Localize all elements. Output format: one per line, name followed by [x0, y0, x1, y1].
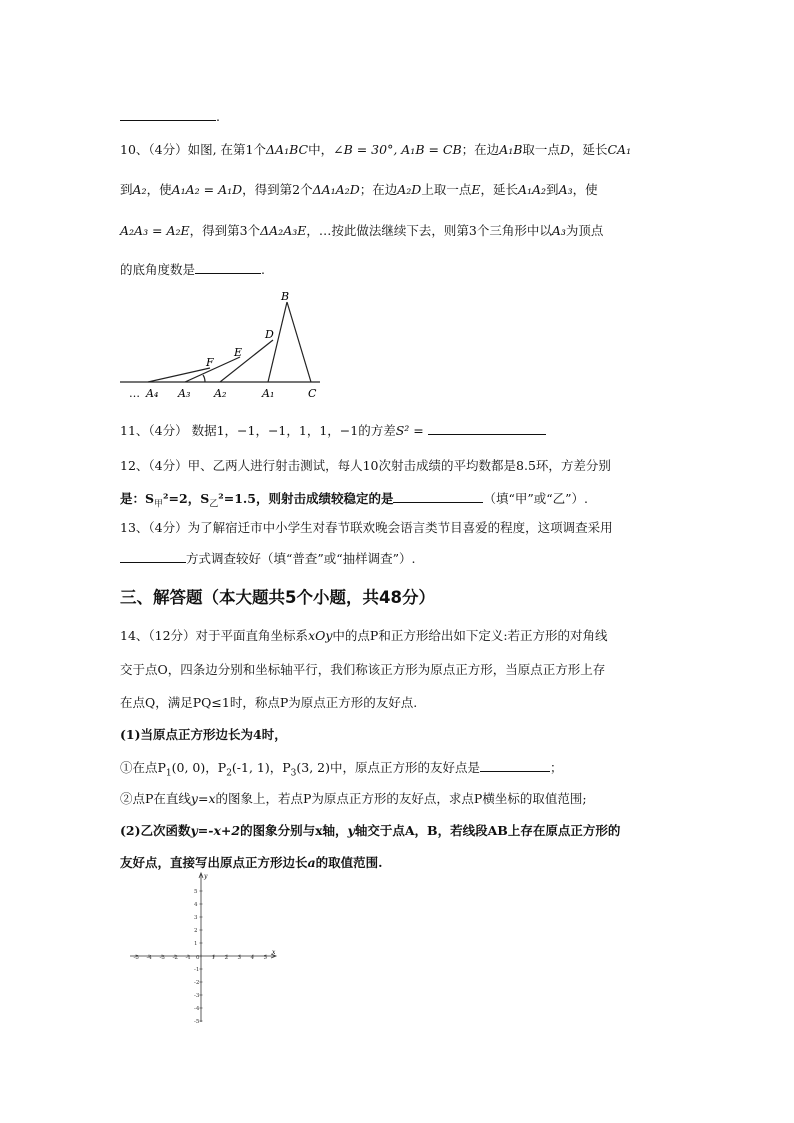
- q14-line-1: 14、（12分）对于平面直角坐标系xOy中的点P和正方形给出如下定义:若正方形的对角线: [120, 628, 608, 643]
- q11-line: 11、（4分） 数据1，−1，−1，1，1，−1的方差S² =: [120, 420, 546, 441]
- q14-line-2: 交于点O，四条边分别和坐标轴平行，我们称该正方形为原点正方形，当原点正方形上存: [120, 662, 606, 677]
- x-tick-label: -3: [159, 955, 165, 961]
- q14-line-7: (2)乙次函数y=-x+2的图象分别与x轴，y轴交于点A，B，若线段AB上存在原点正方形的: [120, 823, 621, 838]
- q13-line-2: 方式调查较好（填“普查”或“抽样调查”）.: [120, 548, 416, 569]
- q9-answer-line: .: [120, 106, 220, 127]
- x-tick-label: 5: [263, 955, 267, 961]
- q10-line-1: 10、（4分）如图, 在第1个ΔA₁BC中，∠B = 30°, A₁B = CB；在边A₁B取一点D，延长CA₁: [120, 142, 632, 157]
- x-tick-label: 4: [250, 955, 254, 961]
- x-tick-label: -5: [133, 955, 139, 961]
- label-A4: A₄: [146, 387, 159, 400]
- label-B: B: [281, 290, 290, 303]
- y-tick-label: 3: [194, 915, 198, 921]
- triangle-figure: [115, 288, 335, 408]
- y-tick-label: 4: [194, 902, 198, 908]
- y-tick-label: 1: [194, 941, 198, 947]
- label-A2: A₂: [214, 387, 227, 400]
- label-D: D: [265, 328, 274, 341]
- q12-line-1: 12、（4分）甲、乙两人进行射击测试，每人10次射击成绩的平均数都是8.5环，方差分别: [120, 458, 611, 473]
- angle-arc: [203, 375, 205, 382]
- answer-blank: [120, 106, 216, 121]
- y-axis-label: y: [204, 873, 208, 880]
- x-axis-label: x: [272, 949, 276, 956]
- x-tick-label: -1: [185, 955, 191, 961]
- label-E: E: [234, 346, 243, 359]
- label-C: C: [308, 387, 317, 400]
- answer-blank: [393, 488, 483, 503]
- side-a2d: [220, 340, 273, 382]
- x-tick-label: -2: [172, 955, 178, 961]
- q14-line-6: ②点P在直线y=x的图象上，若点P为原点正方形的友好点，求点P横坐标的取值范围;: [120, 791, 587, 806]
- y-tick-label: -4: [194, 1006, 200, 1012]
- section-title: 三、解答题（本大题共5个小题，共48分）: [120, 588, 435, 607]
- q14-line-5: ①在点$P_1(0$, 0)，$P_2(-1$, 1)，$P_3(3$, 2)中，原点正方形的友好点是 ；: [120, 757, 563, 784]
- x-tick-label: 1: [211, 955, 215, 961]
- q14-line-8: 友好点，直接写出原点正方形边长a的取值范围.: [120, 855, 383, 870]
- y-tick-label: 2: [194, 928, 198, 934]
- y-tick-label: -2: [194, 980, 200, 986]
- x-tick-label: 2: [224, 955, 228, 961]
- label-F: F: [206, 356, 214, 369]
- q10-line-4: 的底角度数是 .: [120, 259, 265, 280]
- q14-line-4: (1)当原点正方形边长为4时，: [120, 727, 287, 742]
- label-A3: A₃: [178, 387, 191, 400]
- label-dots: …: [129, 387, 140, 400]
- side-bc: [287, 302, 311, 382]
- answer-blank: [480, 757, 550, 772]
- y-tick-label: -5: [194, 1019, 200, 1025]
- answer-blank: [120, 548, 186, 563]
- q10-line-2: 到A₂，使A₁A₂ = A₁D，得到第2个ΔA₁A₂D；在边A₂D上取一点E，延长A₁A₂到A₃，使: [120, 182, 598, 197]
- label-A1: A₁: [262, 387, 275, 400]
- q13-line-1: 13、（4分）为了解宿迁市中小学生对春节联欢晚会语言类节目喜爱的程度，这项调查采用: [120, 520, 613, 535]
- q12-line-2: 是：$S_甲^2=2$，$S_乙^2=1.5$，则射击成绩较稳定的是 （填“甲”或“乙”）.: [120, 488, 588, 515]
- q10-line-3: A₂A₃ = A₂E，得到第3个ΔA₂A₃E，…按此做法继续下去，则第3个三角形中以A₃为顶点: [120, 223, 604, 238]
- x-tick-label: 3: [237, 955, 241, 961]
- answer-blank: [195, 259, 261, 274]
- coordinate-system: [125, 870, 285, 1030]
- answer-blank: [428, 420, 546, 435]
- x-tick-label: 0: [196, 955, 200, 961]
- y-tick-label: -3: [194, 993, 200, 999]
- y-tick-label: 5: [194, 889, 198, 895]
- y-tick-label: -1: [194, 967, 200, 973]
- x-tick-label: -4: [146, 955, 152, 961]
- q14-line-3: 在点Q，满足PQ≤1时，称点P为原点正方形的友好点.: [120, 695, 418, 710]
